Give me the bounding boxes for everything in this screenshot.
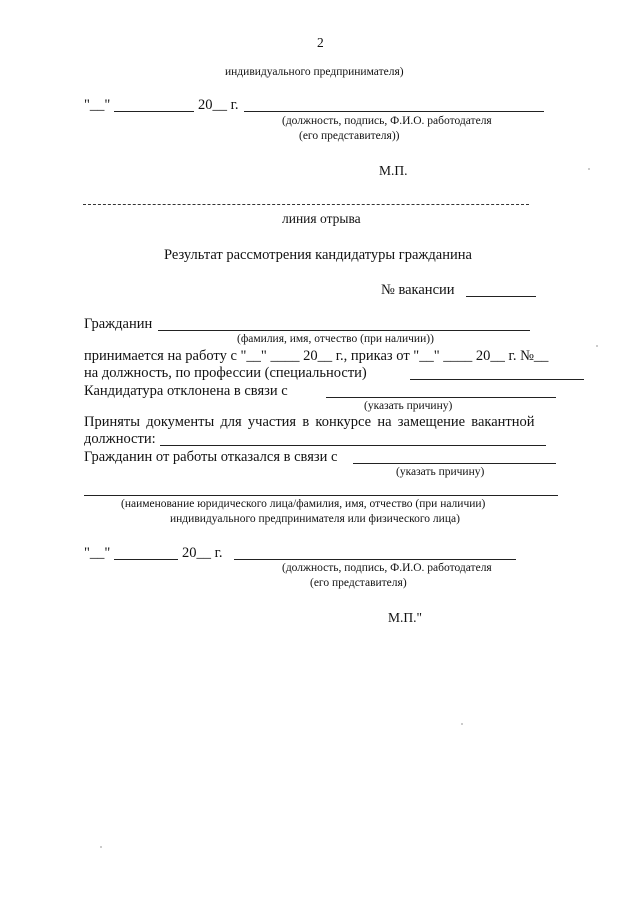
date-day-line-top [114,111,194,112]
refused-label: Гражданин от работы отказался в связи с [84,449,338,465]
signature-line-top [244,111,544,112]
tear-dashed-line [83,204,529,205]
scan-speck [461,723,463,725]
vacancy-label: № вакансии [381,282,455,298]
scan-speck [588,168,590,170]
sign-caption-top-2: (его представителя)) [299,130,400,142]
signature-line-bottom [234,559,516,560]
date-quote-bottom: "__" [84,545,111,561]
date-day-line-bottom [114,559,178,560]
citizen-label: Гражданин [84,316,153,332]
sign-caption-bottom-2: (его представителя) [310,577,407,589]
reason-caption-2: (указать причину) [396,466,485,478]
stamp-top: М.П. [379,163,408,178]
date-year-bottom: 20__ г. [182,545,223,561]
refused-line [353,463,556,464]
date-quote-top: "__" [84,97,111,113]
reason-caption: (указать причину) [364,400,453,412]
vacancy-line [466,296,536,297]
docs-line [160,445,546,446]
scan-speck [100,846,102,848]
sign-caption-top-1: (должность, подпись, Ф.И.О. работодателя [282,115,492,127]
date-year-top: 20__ г. [198,97,239,113]
sign-caption-bottom-1: (должность, подпись, Ф.И.О. работодателя [282,562,492,574]
docs-line-2: должности: [84,431,156,447]
entity-line [84,495,558,496]
citizen-line [158,330,530,331]
ip-line: индивидуального предпринимателя) [225,66,404,78]
page-number: 2 [317,35,324,50]
result-title: Результат рассмотрения кандидатуры гражданина [164,247,472,263]
rejected-label: Кандидатура отклонена в связи с [84,383,288,399]
entity-caption-1: (наименование юридического лица/фамилия, имя, отчество (при наличии) [121,498,486,510]
scan-speck [596,345,598,347]
tear-line-label: линия отрыва [282,211,361,226]
entity-caption-2: индивидуального предпринимателя или физического лица) [170,513,460,525]
stamp-bottom: М.П." [388,610,423,625]
citizen-caption: (фамилия, имя, отчество (при наличии)) [237,333,434,345]
hired-line: принимается на работу с "__" ____ 20__ г., приказ от "__" ____ 20__ г. №__ [84,348,549,364]
docs-line-1: Приняты документы для участия в конкурсе на замещение вакантной [84,414,535,430]
position-line [410,379,584,380]
position-label: на должность, по профессии (специальности) [84,365,367,381]
rejected-line [326,397,556,398]
